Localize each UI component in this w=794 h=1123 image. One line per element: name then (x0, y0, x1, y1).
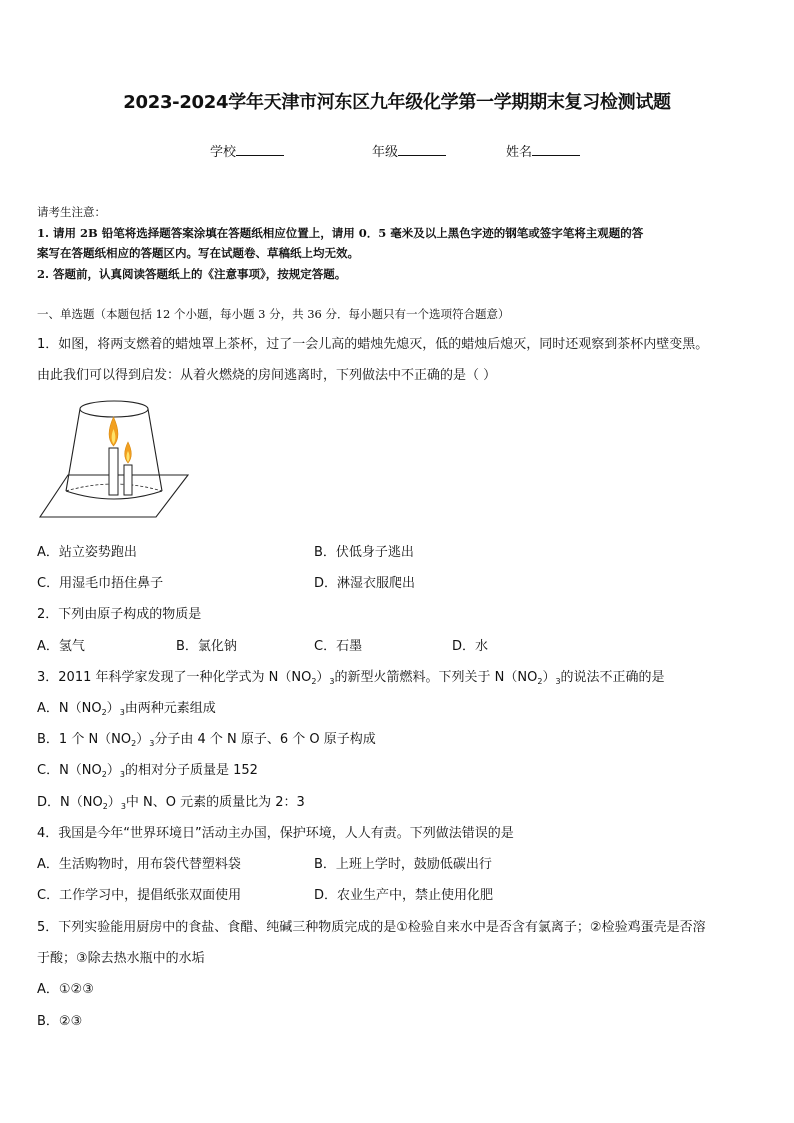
option-text: ） (107, 795, 121, 810)
q2-stem: 2．下列由原子构成的物质是 (37, 607, 202, 622)
q3-stem-part: ） (542, 670, 556, 685)
option-text: 由两种元素组成 (124, 701, 216, 716)
subscript: 2 (101, 708, 107, 717)
q4-option-d[interactable]: D．农业生产中，禁止使用化肥 (314, 888, 494, 903)
subscript: 2 (311, 677, 317, 686)
subscript: 3 (119, 770, 125, 779)
option-text: C．N（NO (37, 763, 102, 778)
q2-option-d[interactable]: D．水 (452, 639, 489, 654)
q3-option-b[interactable] (37, 728, 376, 748)
subscript: 2 (537, 677, 543, 686)
option-text: ） (106, 763, 120, 778)
q3-option-d[interactable] (37, 791, 305, 811)
q3-stem-part: ） (316, 670, 330, 685)
q1-option-c[interactable]: C．用湿毛巾捂住鼻子 (37, 576, 164, 591)
section-heading: 一、单选题（本题包括 12 个小题，每小题 3 分，共 36 分．每小题只有一个选项符合题意） (37, 307, 510, 321)
q1-option-d[interactable]: D．淋湿衣服爬出 (314, 576, 416, 591)
option-text: D．N（NO (37, 795, 103, 810)
subscript: 3 (149, 739, 155, 748)
subscript: 3 (119, 708, 125, 717)
q1-stem-line1: 1．如图，将两支燃着的蜡烛罩上茶杯，过了一会儿高的蜡烛先熄灭，低的蜡烛后熄灭，同时还观察到茶杯内壁变黑。 (37, 337, 709, 352)
school-label: 学校 (210, 145, 237, 160)
q5-stem-line2: 于酸；③除去热水瓶中的水垢 (37, 951, 205, 966)
subscript: 2 (101, 770, 107, 779)
notice-line-1b: 案写在答题纸相应的答题区内。写在试题卷、草稿纸上均无效。 (37, 246, 359, 260)
option-text: B．1 个 N（NO (37, 732, 132, 747)
q3-stem-part: 的新型火箭燃料。下列关于 N（NO (334, 670, 538, 685)
option-text: ） (136, 732, 150, 747)
q1-option-a[interactable]: A．站立姿势跑出 (37, 545, 137, 560)
q1-stem-line2: 由此我们可以得到启发：从着火燃烧的房间逃离时，下列做法中不正确的是（ ） (37, 368, 497, 383)
option-text: 中 N、O 元素的质量比为 2：3 (125, 795, 305, 810)
q4-stem: 4．我国是今年“世界环境日”活动主办国，保护环境，人人有责。下列做法错误的是 (37, 826, 514, 841)
notice-heading: 请考生注意： (37, 205, 106, 219)
subscript: 3 (555, 677, 561, 686)
grade-label: 年级 (372, 145, 399, 160)
notice-line-1a: 1. 请用 2B 铅笔将选择题答案涂填在答题纸相应位置上，请用 0．5 毫米及以上黑色字迹的钢笔或签字笔将主观题的答 (37, 226, 644, 240)
notice-line-2: 2. 答题前，认真阅读答题纸上的《注意事项》，按规定答题。 (37, 267, 347, 281)
subscript: 2 (131, 739, 137, 748)
subscript: 2 (102, 802, 108, 811)
q4-option-a[interactable]: A．生活购物时，用布袋代替塑料袋 (37, 857, 241, 872)
q3-option-c[interactable] (37, 759, 258, 779)
q4-option-b[interactable]: B．上班上学时，鼓励低碳出行 (314, 857, 492, 872)
name-blank[interactable] (532, 143, 580, 156)
q2-option-b[interactable]: B．氯化钠 (176, 639, 237, 654)
q4-option-c[interactable]: C．工作学习中，提倡纸张双面使用 (37, 888, 242, 903)
option-text: A．N（NO (37, 701, 102, 716)
subscript: 3 (329, 677, 335, 686)
school-blank[interactable] (236, 143, 284, 156)
candle-cup-figure (38, 393, 190, 523)
q3-stem (37, 666, 665, 686)
option-text: 的相对分子质量是 152 (124, 763, 258, 778)
q5-option-b[interactable]: B．②③ (37, 1014, 83, 1029)
school-field (210, 141, 284, 160)
q2-option-c[interactable]: C．石墨 (314, 639, 363, 654)
q3-stem-part: 3．2011 年科学家发现了一种化学式为 N（NO (37, 670, 312, 685)
q1-option-b[interactable]: B．伏低身子逃出 (314, 545, 414, 560)
q5-option-a[interactable]: A．①②③ (37, 982, 94, 997)
q2-option-a[interactable]: A．氢气 (37, 639, 85, 654)
subscript: 3 (120, 802, 126, 811)
q3-option-a[interactable] (37, 697, 216, 717)
option-text: 分子由 4 个 N 原子、6 个 O 原子构成 (154, 732, 376, 747)
grade-blank[interactable] (398, 143, 446, 156)
option-text: ） (106, 701, 120, 716)
name-label: 姓名 (506, 145, 533, 160)
q5-stem-line1: 5．下列实验能用厨房中的食盐、食醋、纯碱三种物质完成的是①检验自来水中是否含有氯离子；②检验鸡蛋壳是否溶 (37, 920, 706, 935)
name-field (506, 141, 580, 160)
q3-stem-part: 的说法不正确的是 (560, 670, 665, 685)
page-title: 2023-2024学年天津市河东区九年级化学第一学期期末复习检测试题 (123, 92, 671, 113)
grade-field (372, 141, 446, 160)
